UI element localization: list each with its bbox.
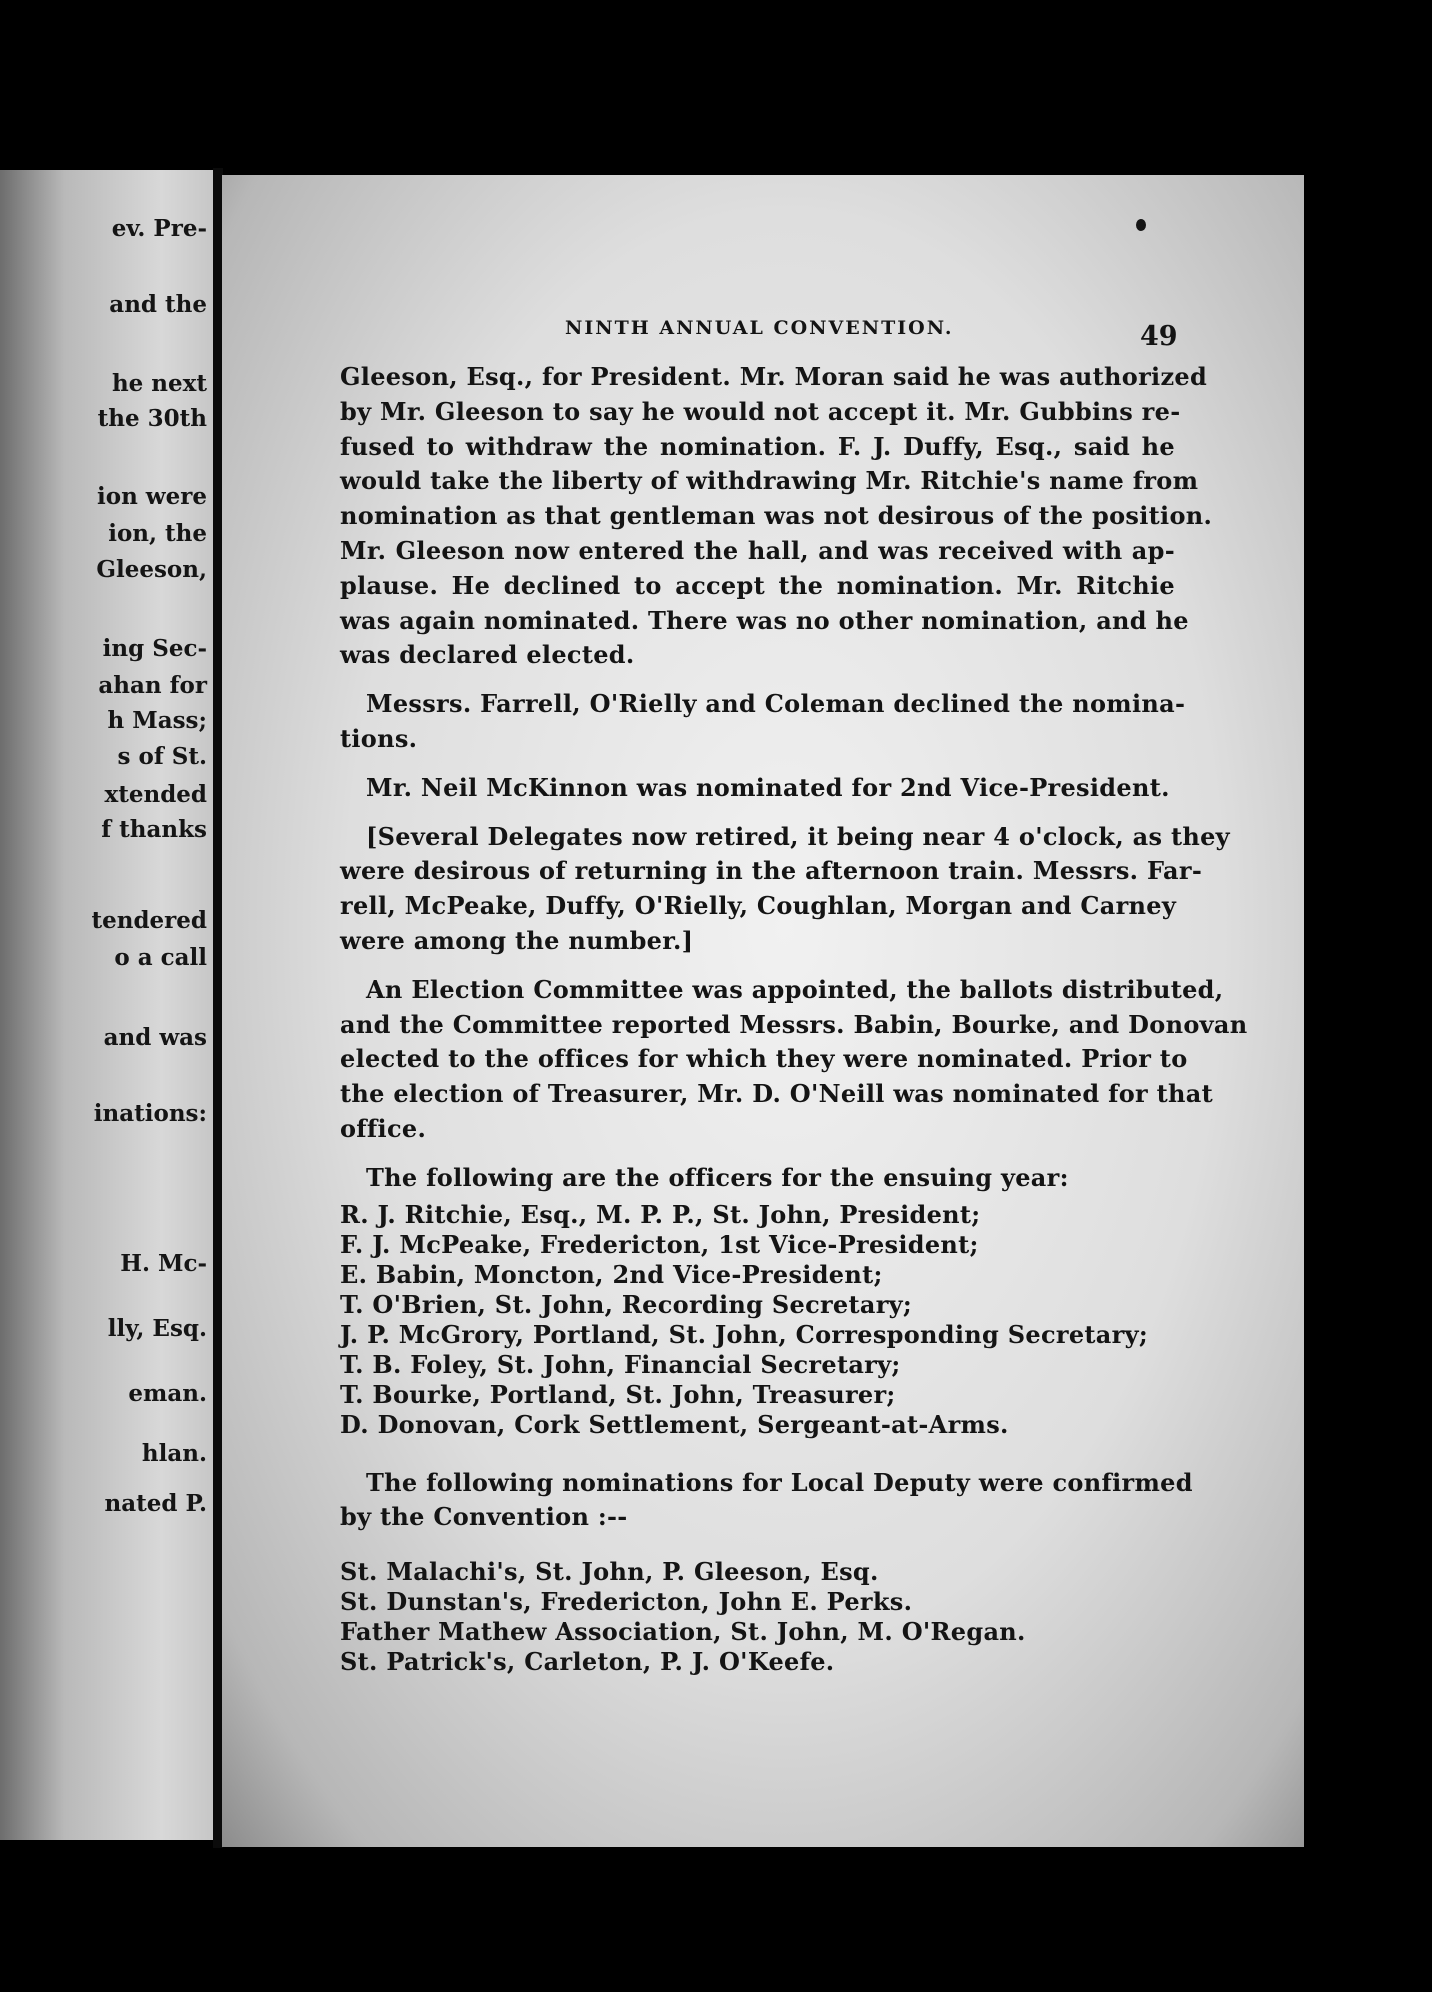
left-page-line: tendered — [91, 907, 207, 934]
left-page-line: and the — [109, 291, 207, 318]
officer-entry: T. Bourke, Portland, St. John, Treasurer; — [340, 1379, 896, 1409]
text-line: the election of Treasurer, Mr. D. O'Neill was nominated for that — [340, 1079, 1213, 1109]
left-page-line: he next — [111, 370, 207, 397]
left-page-line: ing Sec- — [102, 635, 207, 662]
left-page-line: hlan. — [141, 1440, 207, 1467]
left-page-line: s of St. — [117, 743, 207, 770]
text-line: rell, McPeake, Duffy, O'Rielly, Coughlan, Morgan and Carney — [340, 891, 1177, 921]
left-facing-page — [0, 170, 215, 1840]
left-page-line: H. Mc- — [120, 1250, 207, 1277]
left-page-line: ion were — [97, 483, 207, 510]
text-line: Gleeson, Esq., for President. Mr. Moran said he was authorized — [340, 362, 1208, 391]
paragraph — [340, 973, 1248, 1147]
left-page-line: and was — [103, 1024, 207, 1051]
text-line: office. — [340, 1113, 427, 1143]
officer-entry: F. J. McPeake, Fredericton, 1st Vice-President; — [340, 1229, 979, 1259]
left-page-line: eman. — [128, 1380, 207, 1407]
left-page-line: inations: — [93, 1100, 207, 1127]
left-page-line: f thanks — [101, 816, 207, 843]
officer-entry: J. P. McGrory, Portland, St. John, Corresponding Secretary; — [340, 1319, 1148, 1349]
officer-entry: R. J. Ritchie, Esq., M. P. P., St. John, President; — [340, 1199, 981, 1229]
text-line: Mr. Neil McKinnon was nominated for 2nd Vice-President. — [366, 772, 1170, 802]
text-line: fused to withdraw the nomination. F. J. Duffy, Esq., said he — [340, 431, 1175, 461]
ink-mark — [1136, 219, 1146, 231]
deputies-list — [340, 1557, 1175, 1677]
left-page-line: nated P. — [104, 1490, 207, 1517]
text-line: tions. — [340, 723, 418, 753]
deputy-entry: St. Patrick's, Carleton, P. J. O'Keefe. — [340, 1647, 835, 1677]
text-line: elected to the offices for which they were nominated. Prior to — [340, 1044, 1188, 1074]
deputy-entry: St. Dunstan's, Fredericton, John E. Perks. — [340, 1587, 913, 1617]
left-page-line: Gleeson, — [96, 556, 207, 583]
text-line: was declared elected. — [340, 640, 635, 670]
running-head: NINTH ANNUAL CONVENTION. — [565, 317, 954, 339]
deputy-entry: Father Mathew Association, St. John, M. O'Regan. — [340, 1617, 1026, 1647]
text-line: and the Committee reported Messrs. Babin, Bourke, and Donovan — [340, 1009, 1248, 1039]
left-page-line: o a call — [114, 944, 207, 971]
officers-list — [340, 1200, 1175, 1440]
text-line: [Several Delegates now retired, it being near 4 o'clock, as they — [366, 821, 1230, 851]
text-line: were desirous of returning in the afternoon train. Messrs. Far- — [340, 856, 1203, 886]
officer-entry: T. B. Foley, St. John, Financial Secretary; — [340, 1349, 901, 1379]
text-line: by Mr. Gleeson to say he would not accept it. Mr. Gubbins re- — [340, 396, 1181, 426]
text-line: would take the liberty of withdrawing Mr. Ritchie's name from — [340, 466, 1199, 496]
text-line: The following are the officers for the ensuing year: — [366, 1162, 1069, 1192]
officer-entry: E. Babin, Moncton, 2nd Vice-President; — [340, 1259, 883, 1289]
paragraph — [340, 1161, 1175, 1196]
deputy-entry: St. Malachi's, St. John, P. Gleeson, Esq. — [340, 1557, 879, 1587]
officer-entry: T. O'Brien, St. John, Recording Secretary; — [340, 1289, 913, 1319]
text-line: nomination as that gentleman was not desirous of the position. — [340, 501, 1213, 531]
left-page-line: ev. Pre- — [111, 215, 207, 242]
right-page — [222, 175, 1304, 1847]
text-line: An Election Committee was appointed, the ballots distributed, — [366, 974, 1224, 1004]
officer-entry: D. Donovan, Cork Settlement, Sergeant-at-Arms. — [340, 1409, 1009, 1439]
text-line: was again nominated. There was no other nomination, and he — [340, 605, 1189, 635]
left-page-line: ahan for — [98, 672, 207, 699]
text-line: were among the number.] — [340, 925, 694, 955]
paragraph — [340, 771, 1175, 806]
left-page-line: h Mass; — [107, 707, 207, 734]
left-page-line: ion, the — [108, 520, 207, 547]
left-page-line: lly, Esq. — [107, 1315, 207, 1342]
left-page-line: xtended — [104, 781, 207, 808]
text-line: Mr. Gleeson now entered the hall, and was received with ap- — [340, 535, 1175, 565]
text-line: plause. He declined to accept the nomination. Mr. Ritchie — [340, 570, 1175, 600]
text-line: by the Convention :-- — [340, 1502, 628, 1532]
paragraph — [340, 687, 1186, 757]
text-line: Messrs. Farrell, O'Rielly and Coleman declined the nomina- — [366, 689, 1186, 719]
left-page-line: the 30th — [97, 405, 207, 432]
body-text — [340, 360, 1248, 1677]
text-line: The following nominations for Local Deputy were confirmed — [366, 1467, 1193, 1497]
deputy-intro — [340, 1466, 1193, 1536]
page-number: 49 — [1140, 321, 1178, 352]
paragraph — [340, 820, 1230, 959]
paragraph — [340, 360, 1213, 673]
